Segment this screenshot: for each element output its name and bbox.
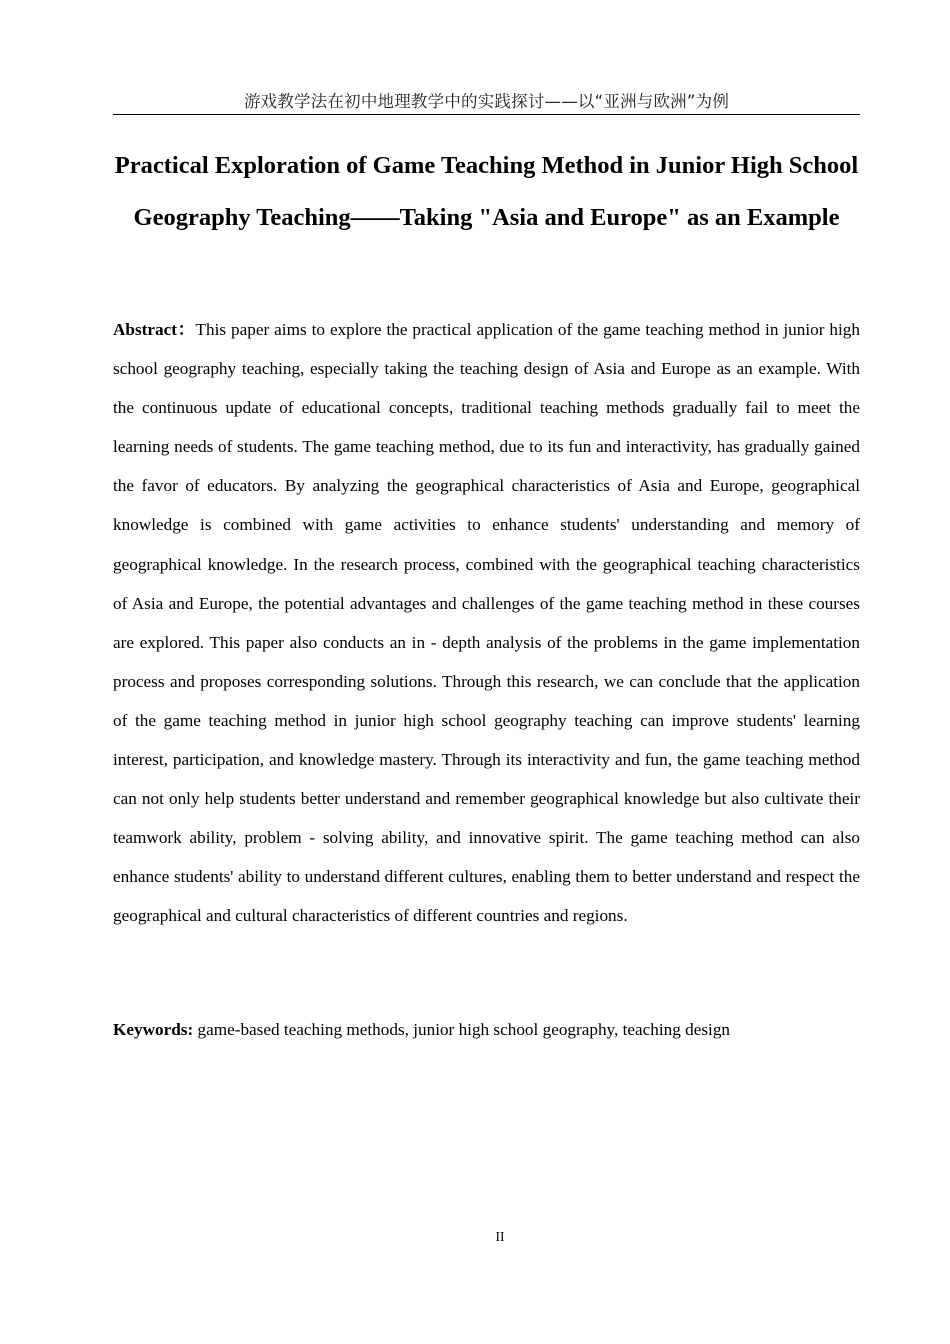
running-header: 游戏教学法在初中地理教学中的实践探讨——以“亚洲与欧洲”为例 <box>113 90 860 115</box>
keywords-text: game-based teaching methods, junior high school geography, teaching design <box>197 1020 731 1039</box>
page-number: II <box>495 1229 505 1244</box>
keywords-label: Keywords: <box>113 1020 194 1039</box>
paper-title: Practical Exploration of Game Teaching Method in Junior High School Geography Teaching——Taking "Asia and Europe" as an Example <box>114 152 859 231</box>
abstract-text: This paper aims to explore the practical application of the game teaching method in junior high school geography teaching, especially taking the teaching design of Asia and Europe as an example. With the continuous update of educational concepts, traditional teaching methods gradually fail to meet the learning needs of students. The game teaching method, due to its fun and interactivity, has gradually gained the favor of educators. By analyzing the geographical characteristics of Asia and Europe, geographical knowledge is combined with game activities to enhance students' understanding and memory of geographical knowledge. In the research process, combined with the geographical teaching characteristics of Asia and Europe, the potential advantages and challenges of the game teaching method in these courses are explored. This paper also conducts an in - depth analysis of the problems in the game implementation process and proposes corresponding solutions. Through this research, we can conclude that the application of the game teaching method in junior high school geography teaching can improve students' learning interest, participation, and knowledge mastery. Through its interactivity and fun, the game teaching method can not only help students better understand and remember geographical knowledge but also cultivate their teamwork ability, problem - solving ability, and innovative spirit. The game teaching method can also enhance students' ability to understand different cultures, enabling them to better understand and respect the geographical and cultural characteristics of different countries and regions. <box>113 320 860 926</box>
abstract-paragraph <box>113 310 860 936</box>
abstract-label: Abstract： <box>113 320 196 339</box>
keywords-paragraph <box>113 1012 860 1048</box>
